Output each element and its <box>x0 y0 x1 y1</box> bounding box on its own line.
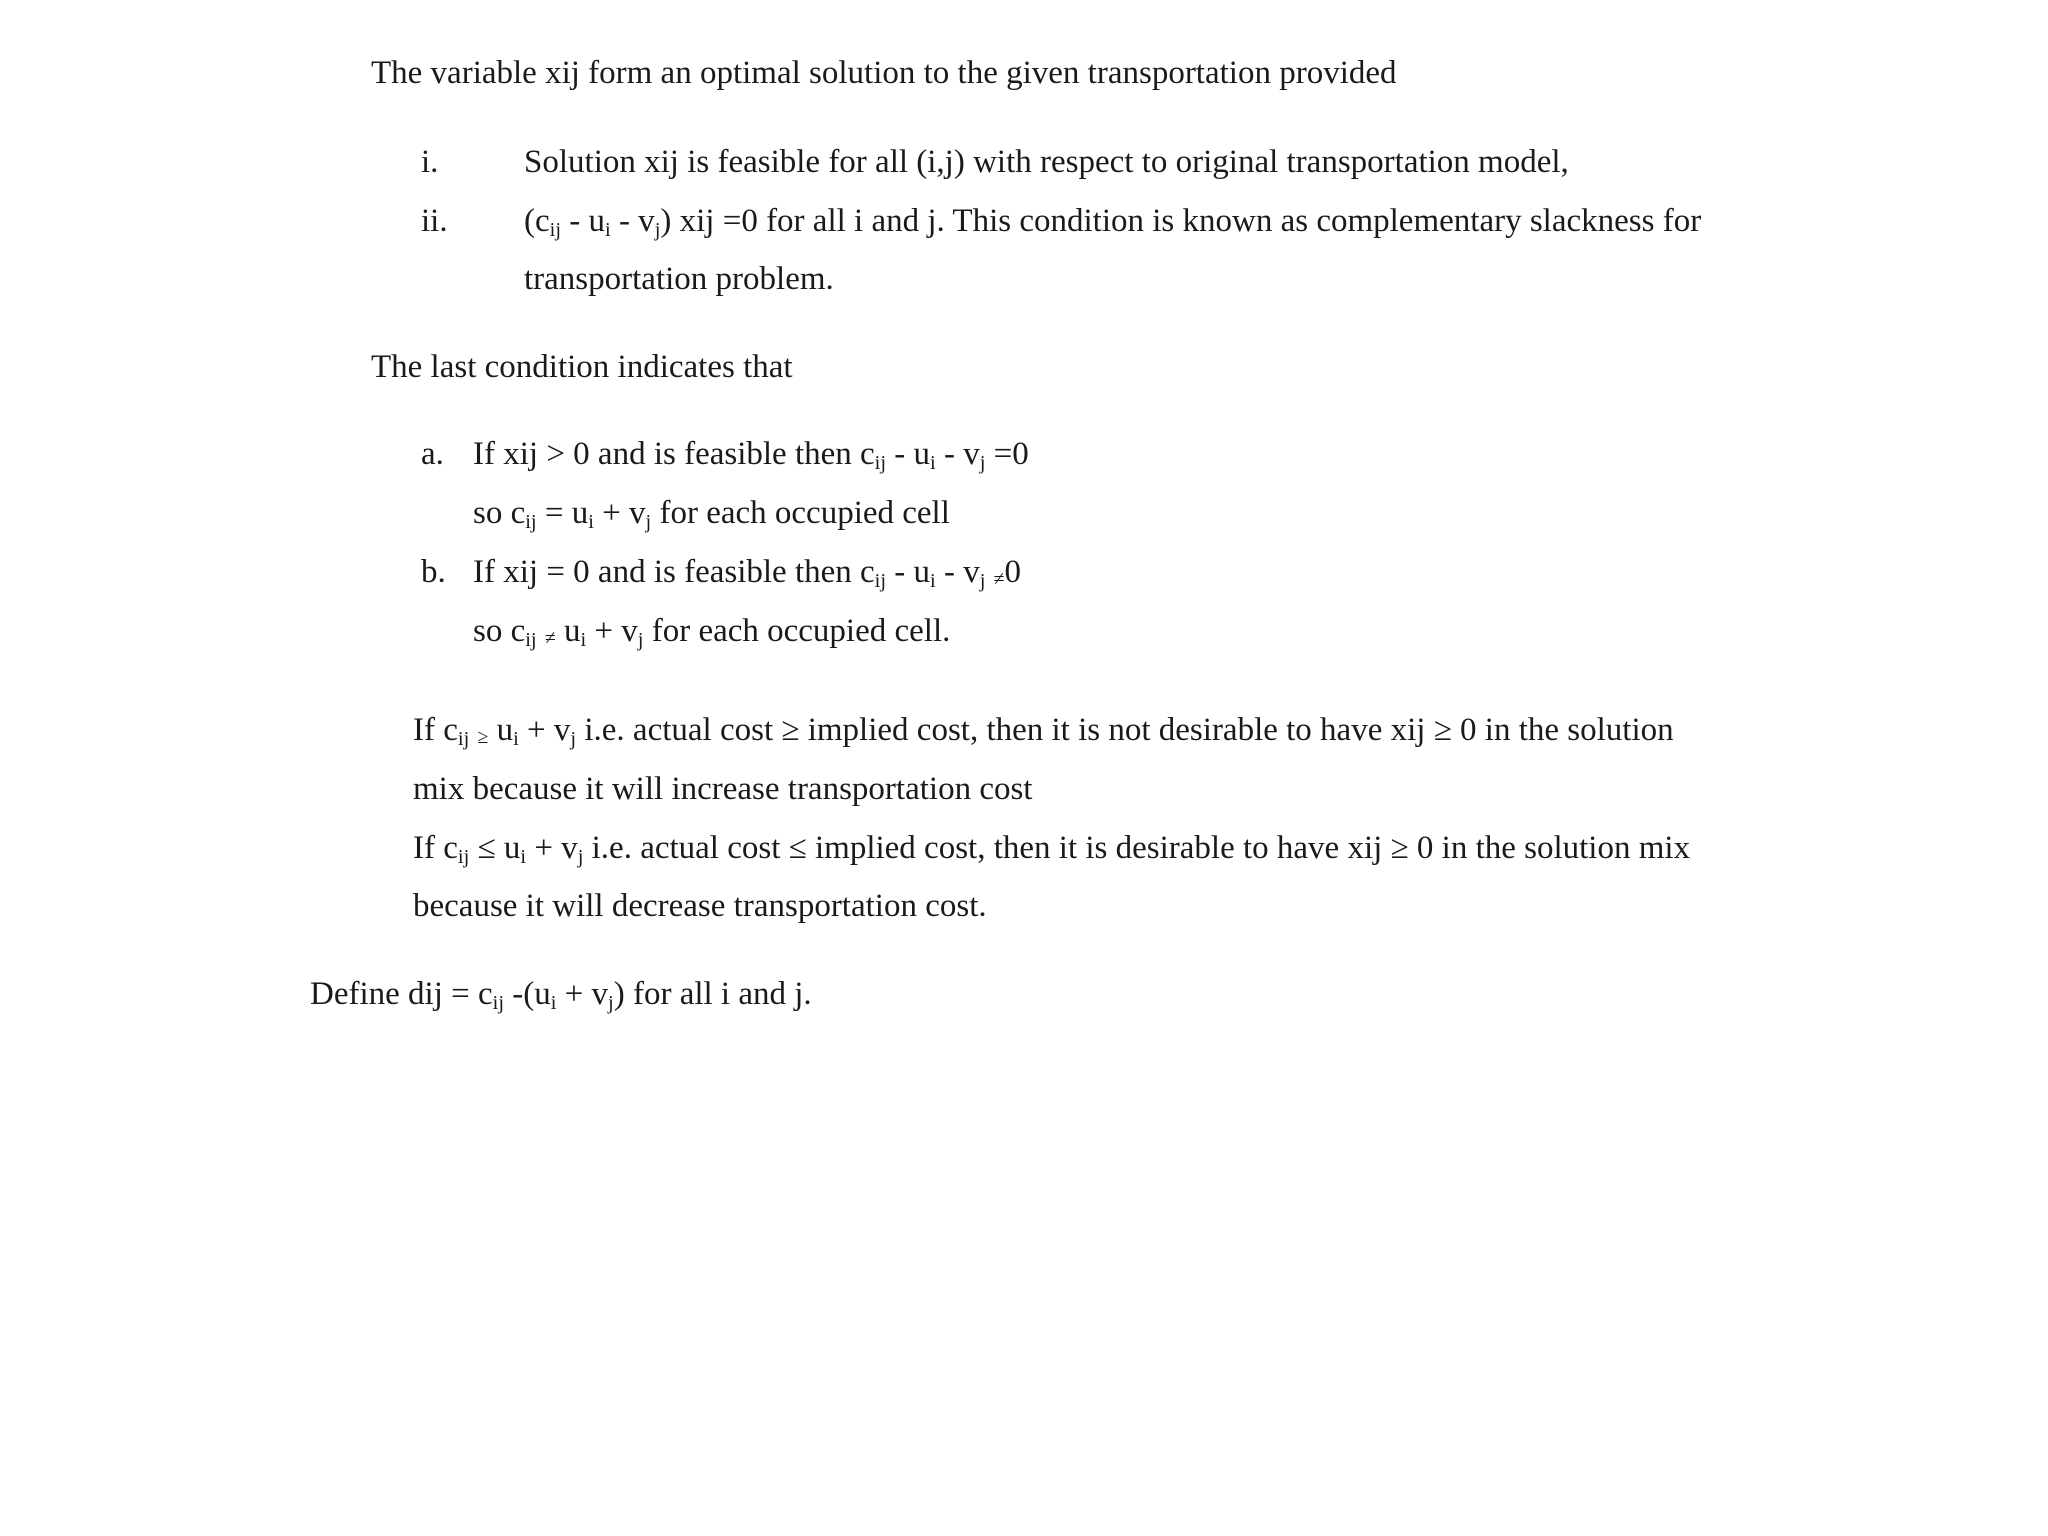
paragraph-2-line1: If $c_{ij} \le u_i + v_j$ i.e. actual cost ≤ implied cost, then it is desirable to have xij ≥ 0 in the solution mix <box>413 830 1691 869</box>
list-item-ii-line2: transportation problem. <box>524 261 834 297</box>
definition-line: Define dij = $c_{ij}$ $-(u_i + v_j)$ for all i and j. <box>310 976 812 1015</box>
paragraph-1-line1: If $c_{ij} \ge u_i + v_j$ i.e. actual cost ≥ implied cost, then it is not desirable to have xij ≥ 0 in the solution <box>413 712 1674 751</box>
list-item-b-line1: If xij = 0 and is feasible then $c_{ij} - u_i - v_j \ne 0$ <box>473 554 1021 593</box>
paragraph-2-line2: because it will decrease transportation cost. <box>413 888 987 924</box>
paragraph-1-line2: mix because it will increase transportation cost <box>413 771 1033 807</box>
list-marker-ii: ii. <box>421 203 448 239</box>
list-item-a-line2: so $c_{ij} = u_i + v_j$ for each occupied cell <box>473 495 950 534</box>
intro-text: The variable xij form an optimal solution to the given transportation provided <box>371 55 1397 91</box>
list-item-ii-line1: $(c_{ij} - u_i - v_j)$ xij =0 for all i and j. This condition is known as complementary slackness for <box>524 203 1702 242</box>
list-marker-i: i. <box>421 144 439 180</box>
last-condition-text: The last condition indicates that <box>371 349 793 385</box>
list-marker-a: a. <box>421 436 444 472</box>
list-marker-b: b. <box>421 554 446 590</box>
list-item-a-line1: If xij > 0 and is feasible then $c_{ij} - u_i - v_j =0$ <box>473 436 1029 475</box>
list-item-i: Solution xij is feasible for all (i,j) with respect to original transportation model, <box>524 144 1569 180</box>
list-item-b-line2: so $c_{ij} \ne u_i + v_j$ for each occupied cell. <box>473 613 951 652</box>
